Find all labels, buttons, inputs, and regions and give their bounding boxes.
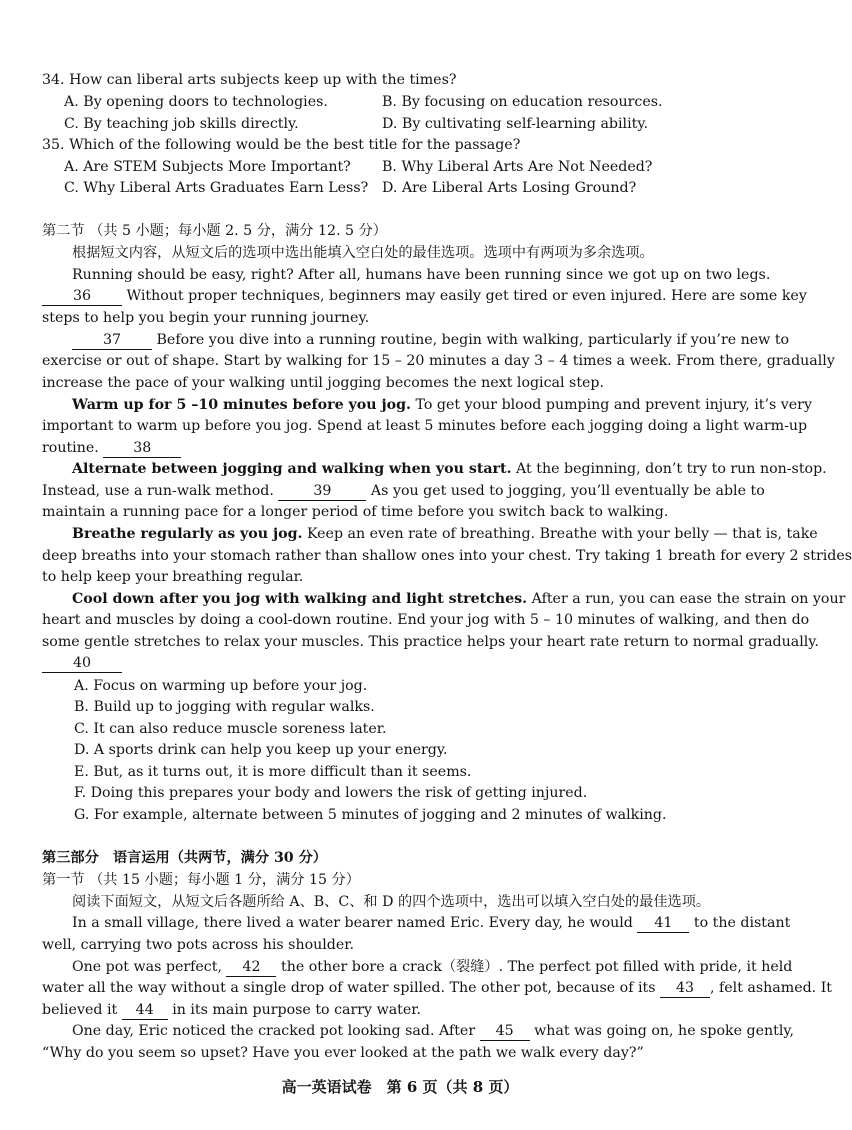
cloze-line3 <box>72 957 792 977</box>
cloze-line2: well, carrying two pots across his shoulder. <box>42 937 355 953</box>
cloze-text: to the distant <box>689 915 791 931</box>
blank-45[interactable]: 45 <box>480 1022 530 1041</box>
passage-p1-line1: Running should be easy, right? After all, humans have been running since we got up on two legs. <box>72 267 771 283</box>
passage-text: Keep an even rate of breathing. Breathe with your belly — that is, take <box>302 526 818 542</box>
passage-p6-line3: some gentle stretches to relax your muscles. This practice helps your heart rate return to normal gradually. <box>42 634 819 650</box>
q34-stem: 34. How can liberal arts subjects keep up with the times? <box>42 72 457 88</box>
blank-43[interactable]: 43 <box>660 979 710 998</box>
q34-option-a: A. By opening doors to technologies. <box>64 94 328 110</box>
option-f: F. Doing this prepares your body and lowers the risk of getting injured. <box>74 785 588 801</box>
blank-39[interactable]: 39 <box>278 482 366 501</box>
p6-heading: Cool down after you jog with walking and light stretches. <box>72 591 528 607</box>
part3-heading: 第三部分 语言运用（共两节，满分 30 分） <box>42 850 327 866</box>
passage-p4-line1 <box>72 459 827 479</box>
passage-p6-line2: heart and muscles by doing a cool-down routine. End your jog with 5 – 10 minutes of walking, and then do <box>42 612 810 628</box>
passage-p3-line3 <box>42 438 762 458</box>
section2-heading: 第二节 （共 5 小题；每小题 2. 5 分，满分 12. 5 分） <box>42 223 387 239</box>
cloze-line6 <box>72 1021 792 1041</box>
cloze-line5 <box>42 1000 762 1020</box>
passage-text: After a run, you can ease the strain on your <box>527 591 846 607</box>
part3-instruction: 阅读下面短文，从短文后各题所给 A、B、C、和 D 的四个选项中，选出可以填入空白处的最佳选项。 <box>72 894 711 910</box>
option-a: A. Focus on warming up before your jog. <box>74 678 368 694</box>
option-c: C. It can also reduce muscle soreness later. <box>74 721 387 737</box>
option-b: B. Build up to jogging with regular walks. <box>74 699 375 715</box>
option-e: E. But, as it turns out, it is more difficult than it seems. <box>74 764 472 780</box>
passage-p5-line3: to help keep your breathing regular. <box>42 569 304 585</box>
q34-option-d: D. By cultivating self-learning ability. <box>382 116 648 132</box>
cloze-text: water all the way without a single drop of water spilled. The other pot, because of its <box>42 980 660 996</box>
cloze-text: One pot was perfect, <box>72 959 227 975</box>
passage-p4-line2 <box>42 481 765 501</box>
cloze-text: , felt ashamed. It <box>710 980 833 996</box>
passage-text: Without proper techniques, beginners may easily get tired or even injured. Here are some key <box>122 288 807 304</box>
cloze-line1 <box>72 913 792 933</box>
passage-text: To get your blood pumping and prevent injury, it’s very <box>410 397 812 413</box>
passage-p5-line2: deep breaths into your stomach rather than shallow ones into your chest. Try taking 1 breath for every 2 strides <box>42 548 852 564</box>
cloze-text: believed it <box>42 1002 122 1018</box>
passage-p4-line3: maintain a running pace for a longer period of time before you switch back to walking. <box>42 504 669 520</box>
q34-option-c: C. By teaching job skills directly. <box>64 116 299 132</box>
passage-text: Instead, use a run-walk method. <box>42 483 279 499</box>
passage-text: routine. <box>42 440 104 456</box>
passage-p1-line3: steps to help you begin your running journey. <box>42 310 370 326</box>
q35-option-d: D. Are Liberal Arts Losing Ground? <box>382 180 637 196</box>
q35-option-b: B. Why Liberal Arts Are Not Needed? <box>382 159 653 175</box>
cloze-text: in its main purpose to carry water. <box>167 1002 422 1018</box>
q35-option-c: C. Why Liberal Arts Graduates Earn Less? <box>64 180 369 196</box>
p4-heading: Alternate between jogging and walking when you start. <box>72 461 512 477</box>
passage-p2-line1 <box>72 330 792 350</box>
passage-p2-line2: exercise or out of shape. Start by walking for 15 – 20 minutes a day 3 – 4 times a week. From there, gradually <box>42 353 835 369</box>
cloze-text: In a small village, there lived a water bearer named Eric. Every day, he would <box>72 915 638 931</box>
q35-option-a: A. Are STEM Subjects More Important? <box>64 159 351 175</box>
passage-p6-line1 <box>72 589 846 609</box>
cloze-text: the other bore a crack（裂缝）. The perfect pot filled with pride, it held <box>276 959 793 975</box>
passage-p1-line2 <box>42 286 807 306</box>
page-footer: 高一英语试卷 第 6 页（共 8 页） <box>281 1078 519 1096</box>
option-g: G. For example, alternate between 5 minutes of jogging and 2 minutes of walking. <box>74 807 667 823</box>
blank-40[interactable]: 40 <box>42 654 122 673</box>
cloze-line7: “Why do you seem so upset? Have you ever looked at the path we walk every day?” <box>42 1045 644 1061</box>
cloze-text: One day, Eric noticed the cracked pot looking sad. After <box>72 1023 480 1039</box>
passage-text: At the beginning, don’t try to run non-stop. <box>511 461 827 477</box>
cloze-line4 <box>42 978 833 998</box>
blank-37[interactable]: 37 <box>72 331 152 350</box>
blank-36[interactable]: 36 <box>42 287 122 306</box>
blank-38[interactable]: 38 <box>103 439 181 458</box>
p5-heading: Breathe regularly as you jog. <box>72 526 303 542</box>
passage-p2-line3: increase the pace of your walking until jogging becomes the next logical step. <box>42 375 605 391</box>
cloze-text: what was going on, he spoke gently, <box>529 1023 794 1039</box>
q34-option-b: B. By focusing on education resources. <box>382 94 663 110</box>
passage-text: As you get used to jogging, you’ll eventually be able to <box>366 483 765 499</box>
q35-stem: 35. Which of the following would be the best title for the passage? <box>42 137 521 153</box>
passage-p5-line1 <box>72 524 818 544</box>
blank-42[interactable]: 42 <box>226 958 276 977</box>
option-d: D. A sports drink can help you keep up your energy. <box>74 742 448 758</box>
passage-text: Before you dive into a running routine, begin with walking, particularly if you’re new to <box>152 332 790 348</box>
passage-p6-line4 <box>42 653 762 673</box>
section2-instruction: 根据短文内容，从短文后的选项中选出能填入空白处的最佳选项。选项中有两项为多余选项。 <box>72 245 654 261</box>
blank-44[interactable]: 44 <box>122 1001 168 1020</box>
blank-41[interactable]: 41 <box>637 914 689 933</box>
p3-heading: Warm up for 5 –10 minutes before you jog. <box>72 397 411 413</box>
part3-sub-heading: 第一节 （共 15 小题；每小题 1 分，满分 15 分） <box>42 872 360 888</box>
passage-p3-line2: important to warm up before you jog. Spend at least 5 minutes before each jogging doing a light warm-up <box>42 418 808 434</box>
passage-p3-line1 <box>72 395 812 415</box>
